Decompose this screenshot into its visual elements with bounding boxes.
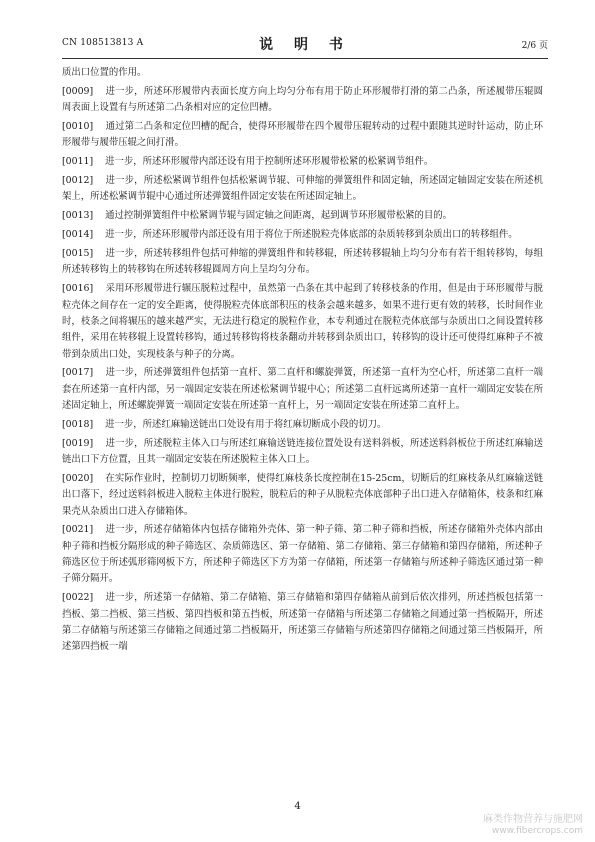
paragraph xyxy=(62,590,543,655)
paragraph-text: 进一步，所述环形履带内表面长度方向上均匀分布有用于防止环形履带打滑的第二凸条，所述履带压辊圆周表面上设置有与所述第二凸条相对应的定位凹槽。 xyxy=(62,85,543,114)
paragraph xyxy=(62,522,543,587)
watermark-url: www.fibercrops.com xyxy=(492,826,583,836)
paragraph-text: 进一步，所述存储箱体内包括存储箱外壳体、第一种子筛、第二种子筛和挡板，所述存储箱外壳体内部由种子筛和挡板分隔形成的种子筛选区、杂质筛选区、第一存储箱、第二存储箱、第三存储箱和第四存储箱，所述种子筛选区位于所述弧形筛网板下方，所述种子筛选区下方为第一存储箱，所述第一存储箱与所述种子筛选区通过第一种子筛分隔开。 xyxy=(62,524,543,585)
paragraph xyxy=(62,471,543,520)
paragraph-text: 通过控制弹簧组件中松紧调节辊与固定轴之间距离，起到调节环形履带松紧的目的。 xyxy=(105,210,452,222)
paragraph-number: [0016] xyxy=(62,283,94,295)
paragraph-text: 进一步，所述转移组件包括可伸缩的弹簧组件和转移辊，所述转移辊轴上均匀分布有若干组转移钩，每组所述转移钩上的转移钩在所述转移辊圆周方向上呈均匀分布。 xyxy=(62,248,543,276)
paragraph-text: 通过第二凸条和定位凹槽的配合，使得环形履带在四个履带压辊转动的过程中跟随其逆时针运动，防止环形履带与履带压辊之间打滑。 xyxy=(62,121,543,149)
page-number: 4 xyxy=(294,801,301,812)
paragraph-text: 质出口位置的作用。 xyxy=(62,67,147,78)
paragraph-number: [0012] xyxy=(62,175,94,187)
paragraph xyxy=(62,436,543,469)
document-body xyxy=(62,65,543,658)
paragraph-text: 进一步，所述红麻输送链出口处设有用于将红麻切断成小段的切刀。 xyxy=(105,418,387,430)
paragraph-text: 在实际作业时，控制切刀切断频率，使得红麻枝条长度控制在15-25cm，切断后的红麻枝条从红麻输送链出口落下，经过送料斜板进入脱粒主体进行脱粒，脱粒后的种子从脱粒壳体底部种子出口进入存储箱体，枝条和红麻果壳从杂质出口进入存储箱体。 xyxy=(62,472,544,517)
paragraph xyxy=(62,281,543,362)
paragraph-number: [0015] xyxy=(62,248,94,260)
site-watermark xyxy=(483,814,583,837)
paragraph-number: [0018] xyxy=(62,418,94,430)
paragraph-number: [0010] xyxy=(62,121,94,133)
paragraph xyxy=(62,246,543,279)
paragraph xyxy=(62,227,543,243)
paragraph xyxy=(62,65,543,81)
paragraph-number: [0022] xyxy=(62,592,94,604)
paragraph-text: 进一步，所述弹簧组件包括第一直杆、第二直杆和螺旋弹簧，所述第一直杆为空心杆，所述第二直杆一端套在所述第一直杆内部，另一端固定安装在所述松紧调节辊中心；所述第二直杆远离所述第一直杆一端固定安装在所述固定轴上，所述螺旋弹簧一端固定安装在所述第一直杆上，另一端固定安装在所述第二直杆上。 xyxy=(62,367,543,411)
patent-number: CN 108513813 A xyxy=(62,38,144,48)
header-rule xyxy=(62,58,548,59)
paragraph-number: [0011] xyxy=(62,156,94,168)
paragraph xyxy=(62,154,543,170)
paragraph-number: [0021] xyxy=(62,524,94,536)
paragraph xyxy=(62,365,543,414)
paragraph-text: 进一步，所述环形履带内部还设有用于将位于所述脱粒壳体底部的杂质转移到杂质出口的转移组件。 xyxy=(105,229,518,241)
paragraph-number: [0019] xyxy=(62,437,94,449)
paragraph-number: [0017] xyxy=(62,367,94,379)
paragraph xyxy=(62,208,543,224)
paragraph-number: [0020] xyxy=(62,472,94,484)
paragraph-text: 进一步，所述脱粒主体入口与所述红麻输送链连接位置处设有送料斜板，所述送料斜板位于所述红麻输送链出口下方位置，且其一端固定安装在所述脱粒主体入口上。 xyxy=(62,437,543,466)
paragraph-text: 采用环形履带进行辗压脱粒过程中，虽然第一凸条在其中起到了转移枝条的作用，但是由于环形履带与脱粒壳体之间存在一定的安全距离，使得脱粒壳体底部积压的枝条会越来越多，如果不进行更有效的转移，长时间作业时，枝条之间将辗压的越来越严实，无法进行稳定的脱粒作业，本专利通过在脱粒壳体底部与杂质出口之间设置转移组件，采用在转移辊上设置转移钩，通过转移钩将枝条翻动并转移到杂质出口，转移钩的设计还可使得红麻种子不被带到杂质出口处，实现枝条与种子的分离。 xyxy=(62,283,543,360)
document-title: 说 明 书 xyxy=(259,37,351,53)
paragraph-text: 进一步，所述环形履带内部还设有用于控制所述环形履带松紧的松紧调节组件。 xyxy=(105,156,434,168)
paragraph-text: 进一步，所述第一存储箱、第二存储箱、第三存储箱和第四存储箱从前到后依次排列，所述挡板包括第一挡板、第二挡板、第三挡板、第四挡板和第五挡板，所述第一存储箱与所述第二存储箱之间通过第一挡板隔开，所述第二存储箱与所述第三存储箱之间通过第二挡板隔开，所述第三存储箱与所述第四存储箱之间通过第三挡板隔开，所述第四挡板一端 xyxy=(62,592,543,653)
page-header xyxy=(62,34,548,54)
paragraph xyxy=(62,417,543,433)
paragraph-number: [0014] xyxy=(62,229,94,241)
page-count: 2/6 页 xyxy=(521,41,548,51)
paragraph-number: [0013] xyxy=(62,210,94,222)
paragraph xyxy=(62,84,543,117)
paragraph xyxy=(62,173,543,206)
watermark-site-name: 麻类作物营养与施肥网 xyxy=(483,814,583,825)
paragraph-number: [0009] xyxy=(62,85,94,97)
paragraph xyxy=(62,119,543,152)
paragraph-text: 进一步，所述松紧调节组件包括松紧调节辊、可伸缩的弹簧组件和固定轴，所述固定轴固定安装在所述机架上，所述松紧调节辊中心通过所述弹簧组件固定安装在所述固定轴上。 xyxy=(62,175,543,203)
